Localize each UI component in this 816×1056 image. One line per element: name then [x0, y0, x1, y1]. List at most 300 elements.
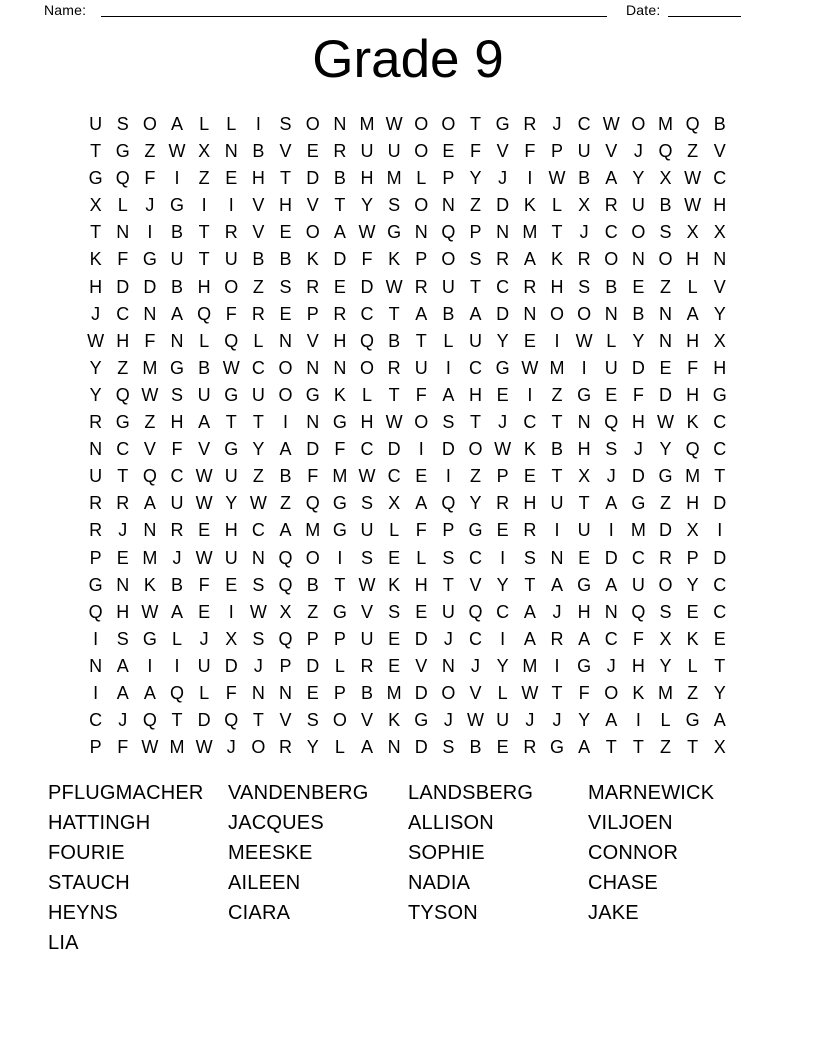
- grid-letter: Q: [142, 710, 157, 731]
- grid-letter: Y: [252, 439, 265, 460]
- grid-letter: H: [360, 412, 374, 433]
- grid-letter: O: [631, 114, 646, 134]
- grid-letter: N: [116, 222, 130, 243]
- grid-letter: P: [415, 249, 428, 270]
- grid-letter: J: [552, 710, 562, 731]
- grid-letter: H: [469, 384, 483, 405]
- grid-letter: J: [633, 141, 643, 162]
- grid-letter: Q: [197, 303, 212, 324]
- grid-letter: M: [332, 466, 348, 487]
- grid-letter: L: [416, 547, 427, 568]
- grid-letter: C: [251, 357, 265, 378]
- word-list-column: [228, 779, 408, 958]
- grid-letter: N: [441, 195, 455, 216]
- grid-letter: S: [252, 574, 265, 595]
- grid-letter: G: [115, 412, 130, 433]
- grid-letter: O: [359, 357, 374, 378]
- grid-letter: B: [659, 195, 672, 216]
- grid-letter: T: [252, 412, 264, 433]
- grid-letter: U: [441, 601, 455, 622]
- grid-letter: H: [116, 601, 130, 622]
- grid-letter: A: [170, 114, 183, 134]
- grid-letter: E: [659, 357, 672, 378]
- grid-letter: W: [358, 466, 376, 487]
- grid-letter: F: [225, 303, 237, 324]
- grid-letter: J: [471, 655, 481, 676]
- grid-letter: W: [195, 466, 213, 487]
- grid-letter: C: [116, 439, 130, 460]
- grid-letter: G: [577, 655, 592, 676]
- grid-letter: S: [360, 493, 373, 514]
- grid-letter: E: [225, 168, 238, 189]
- grid-letter: S: [469, 249, 482, 270]
- grid-letter: T: [117, 466, 129, 487]
- grid-letter: P: [89, 737, 102, 758]
- grid-letter: H: [550, 276, 564, 297]
- grid-letter: W: [141, 384, 159, 405]
- grid-letter: M: [658, 682, 674, 703]
- grid-row: [82, 490, 734, 517]
- grid-letter: J: [443, 710, 453, 731]
- grid-letter: S: [116, 114, 129, 134]
- grid-letter: D: [659, 384, 673, 405]
- grid-letter: U: [170, 249, 184, 270]
- name-label: Name:: [44, 2, 87, 18]
- grid-letter: F: [334, 439, 346, 460]
- grid-letter: W: [657, 412, 675, 433]
- grid-letter: A: [279, 439, 292, 460]
- grid-letter: X: [279, 601, 292, 622]
- grid-letter: Q: [115, 168, 130, 189]
- word-item: NADIA: [408, 871, 471, 894]
- grid-letter: G: [549, 737, 564, 758]
- grid-letter: B: [279, 249, 292, 270]
- grid-letter: W: [521, 682, 539, 703]
- grid-letter: H: [631, 412, 645, 433]
- grid-letter: E: [496, 737, 509, 758]
- grid-letter: T: [551, 466, 563, 487]
- grid-letter: L: [416, 168, 427, 189]
- grid-letter: B: [252, 141, 265, 162]
- grid-letter: I: [554, 330, 560, 351]
- grid-letter: S: [279, 276, 292, 297]
- grid-letter: T: [551, 412, 563, 433]
- grid-letter: I: [93, 682, 99, 703]
- grid-letter: C: [713, 168, 727, 189]
- grid-letter: L: [253, 330, 264, 351]
- grid-letter: X: [686, 222, 699, 243]
- grid-letter: O: [305, 547, 320, 568]
- grid-letter: G: [577, 574, 592, 595]
- grid-letter: E: [198, 520, 211, 541]
- grid-letter: H: [577, 601, 591, 622]
- grid-letter: T: [280, 168, 292, 189]
- grid-letter: H: [686, 384, 700, 405]
- grid-letter: Y: [360, 195, 373, 216]
- grid-letter: I: [554, 655, 560, 676]
- grid-letter: G: [495, 357, 510, 378]
- grid-letter: N: [279, 330, 293, 351]
- grid-letter: I: [174, 655, 180, 676]
- grid-letter: H: [251, 168, 265, 189]
- grid-letter: R: [360, 655, 374, 676]
- grid-letter: R: [279, 737, 293, 758]
- grid-letter: D: [116, 276, 130, 297]
- grid-letter: H: [631, 655, 645, 676]
- grid-letter: X: [713, 222, 726, 243]
- grid-letter: T: [470, 276, 482, 297]
- grid-letter: A: [605, 168, 618, 189]
- grid-letter: O: [577, 303, 592, 324]
- grid-letter: I: [527, 384, 533, 405]
- grid-letter: Y: [89, 357, 102, 378]
- grid-letter: C: [604, 222, 618, 243]
- grid-letter: T: [442, 574, 454, 595]
- grid-letter: E: [713, 628, 726, 649]
- grid-letter: D: [333, 249, 347, 270]
- grid-letter: G: [468, 520, 483, 541]
- grid-letter: N: [333, 114, 347, 134]
- grid-letter: I: [147, 655, 153, 676]
- grid-letter: D: [604, 547, 618, 568]
- grid-letter: V: [252, 195, 265, 216]
- grid-letter: F: [578, 682, 590, 703]
- grid-row: [82, 734, 734, 761]
- grid-letter: P: [333, 628, 346, 649]
- grid-letter: L: [199, 114, 210, 134]
- grid-letter: K: [143, 574, 156, 595]
- grid-row: [82, 192, 734, 219]
- grid-letter: E: [415, 601, 428, 622]
- grid-letter: I: [201, 195, 207, 216]
- grid-letter: W: [684, 195, 702, 216]
- grid-letter: T: [632, 737, 644, 758]
- word-item: LANDSBERG: [408, 782, 534, 804]
- grid-letter: W: [494, 439, 512, 460]
- grid-row: [82, 572, 734, 599]
- grid-letter: B: [713, 114, 726, 134]
- grid-letter: E: [306, 682, 319, 703]
- grid-letter: L: [117, 195, 128, 216]
- grid-letter: I: [337, 547, 343, 568]
- grid-letter: D: [197, 710, 211, 731]
- grid-row: [82, 436, 734, 463]
- grid-letter: Y: [578, 710, 591, 731]
- grid-letter: X: [686, 520, 699, 541]
- grid-letter: U: [224, 249, 238, 270]
- grid-letter: F: [415, 520, 427, 541]
- grid-letter: I: [418, 439, 424, 460]
- grid-letter: T: [687, 737, 699, 758]
- grid-letter: E: [116, 547, 129, 568]
- grid-letter: X: [198, 141, 211, 162]
- grid-letter: N: [116, 574, 130, 595]
- grid-letter: X: [578, 466, 591, 487]
- grid-letter: N: [387, 737, 401, 758]
- grid-letter: U: [441, 276, 455, 297]
- grid-letter: N: [523, 303, 537, 324]
- grid-letter: M: [549, 357, 565, 378]
- grid-letter: N: [143, 520, 157, 541]
- grid-letter: F: [307, 466, 319, 487]
- grid-letter: H: [170, 412, 184, 433]
- grid-letter: P: [442, 520, 455, 541]
- word-item: FOURIE: [48, 841, 125, 864]
- grid-letter: C: [251, 520, 265, 541]
- grid-letter: S: [605, 439, 618, 460]
- grid-row: [82, 328, 734, 355]
- word-item: VILJOEN: [588, 811, 673, 834]
- grid-letter: O: [414, 141, 429, 162]
- grid-letter: M: [386, 682, 402, 703]
- grid-letter: B: [388, 330, 401, 351]
- grid-letter: O: [441, 114, 456, 134]
- grid-letter: R: [251, 303, 265, 324]
- grid-letter: F: [470, 141, 482, 162]
- grid-letter: O: [658, 249, 673, 270]
- grid-letter: R: [523, 737, 537, 758]
- grid-letter: H: [224, 520, 238, 541]
- grid-letter: T: [470, 412, 482, 433]
- grid-letter: I: [445, 466, 451, 487]
- grid-letter: N: [143, 303, 157, 324]
- grid-letter: Q: [685, 439, 700, 460]
- grid-letter: S: [388, 601, 401, 622]
- grid-letter: W: [195, 737, 213, 758]
- grid-letter: U: [89, 466, 103, 487]
- grid-letter: A: [333, 222, 346, 243]
- grid-letter: M: [685, 466, 701, 487]
- grid-letter: M: [169, 737, 185, 758]
- grid-letter: H: [279, 195, 293, 216]
- grid-row: [82, 626, 734, 653]
- grid-letter: H: [577, 439, 591, 460]
- grid-letter: L: [687, 655, 698, 676]
- grid-row: [82, 545, 734, 572]
- grid-letter: F: [225, 682, 237, 703]
- grid-letter: N: [306, 412, 320, 433]
- grid-letter: I: [228, 195, 234, 216]
- grid-letter: I: [500, 547, 506, 568]
- grid-letter: M: [522, 222, 538, 243]
- grid-letter: I: [635, 710, 641, 731]
- grid-letter: I: [255, 114, 261, 134]
- grid-letter: T: [90, 141, 102, 162]
- grid-letter: I: [228, 601, 234, 622]
- grid-letter: J: [118, 710, 128, 731]
- grid-letter: O: [142, 114, 157, 134]
- grid-letter: B: [333, 168, 346, 189]
- grid-letter: E: [198, 601, 211, 622]
- grid-letter: N: [604, 601, 618, 622]
- grid-letter: Y: [496, 330, 509, 351]
- grid-letter: D: [713, 547, 727, 568]
- grid-letter: E: [388, 547, 401, 568]
- grid-letter: O: [604, 249, 619, 270]
- grid-letter: R: [523, 114, 537, 134]
- grid-letter: U: [631, 574, 645, 595]
- grid-letter: R: [496, 493, 510, 514]
- grid-letter: U: [360, 520, 374, 541]
- grid-letter: U: [197, 655, 211, 676]
- grid-letter: W: [249, 601, 267, 622]
- grid-letter: Y: [469, 493, 482, 514]
- grid-letter: Z: [117, 357, 129, 378]
- grid-letter: Q: [278, 628, 293, 649]
- grid-letter: L: [551, 195, 562, 216]
- grid-letter: S: [659, 222, 672, 243]
- grid-letter: W: [358, 574, 376, 595]
- grid-letter: I: [93, 628, 99, 649]
- grid-letter: N: [604, 303, 618, 324]
- grid-letter: E: [605, 384, 618, 405]
- grid-letter: U: [631, 195, 645, 216]
- grid-letter: J: [552, 114, 562, 134]
- grid-letter: R: [577, 249, 591, 270]
- grid-letter: U: [224, 466, 238, 487]
- grid-letter: O: [305, 114, 320, 134]
- grid-letter: N: [306, 357, 320, 378]
- grid-letter: N: [496, 222, 510, 243]
- grid-letter: W: [385, 276, 403, 297]
- grid-letter: I: [283, 412, 289, 433]
- grid-row: [82, 599, 734, 626]
- grid-letter: D: [659, 520, 673, 541]
- grid-letter: J: [633, 439, 643, 460]
- grid-letter: I: [147, 222, 153, 243]
- grid-letter: T: [334, 574, 346, 595]
- grid-letter: B: [578, 168, 591, 189]
- grid-letter: C: [360, 303, 374, 324]
- grid-letter: T: [551, 682, 563, 703]
- grid-letter: M: [359, 114, 375, 134]
- grid-letter: T: [198, 249, 210, 270]
- grid-letter: X: [388, 493, 401, 514]
- grid-letter: B: [306, 574, 319, 595]
- grid-letter: C: [496, 601, 510, 622]
- grid-letter: K: [306, 249, 319, 270]
- grid-letter: R: [333, 141, 347, 162]
- grid-letter: O: [278, 357, 293, 378]
- grid-letter: T: [415, 330, 427, 351]
- grid-letter: Z: [144, 412, 156, 433]
- word-item: LIA: [48, 931, 79, 954]
- grid-letter: C: [469, 547, 483, 568]
- grid-letter: M: [142, 357, 158, 378]
- grid-letter: L: [334, 737, 345, 758]
- grid-letter: E: [686, 601, 699, 622]
- grid-letter: Z: [280, 493, 292, 514]
- grid-letter: V: [605, 141, 618, 162]
- grid-letter: A: [360, 737, 373, 758]
- grid-letter: G: [685, 710, 700, 731]
- grid-letter: W: [385, 114, 403, 134]
- grid-row: [82, 301, 734, 328]
- grid-letter: E: [523, 466, 536, 487]
- grid-letter: H: [686, 330, 700, 351]
- grid-letter: R: [333, 303, 347, 324]
- grid-letter: D: [143, 276, 157, 297]
- grid-letter: V: [306, 330, 319, 351]
- grid-letter: V: [713, 276, 726, 297]
- grid-letter: N: [279, 682, 293, 703]
- grid-letter: D: [496, 195, 510, 216]
- grid-letter: T: [388, 303, 400, 324]
- grid-letter: V: [252, 222, 265, 243]
- grid-letter: Y: [496, 655, 509, 676]
- grid-letter: A: [713, 710, 726, 731]
- grid-letter: H: [360, 168, 374, 189]
- grid-letter: L: [606, 330, 617, 351]
- word-item: ALLISON: [408, 811, 494, 834]
- word-item: CHASE: [588, 871, 658, 894]
- grid-letter: Q: [224, 330, 239, 351]
- word-item: STAUCH: [48, 871, 130, 894]
- grid-letter: W: [222, 357, 240, 378]
- grid-letter: X: [89, 195, 102, 216]
- grid-letter: F: [361, 249, 373, 270]
- grid-letter: T: [524, 574, 536, 595]
- grid-letter: G: [224, 439, 239, 460]
- grid-letter: P: [469, 222, 482, 243]
- grid-letter: K: [686, 412, 699, 433]
- grid-letter: W: [358, 222, 376, 243]
- grid-row: [82, 463, 734, 490]
- grid-letter: I: [581, 357, 587, 378]
- grid-letter: O: [414, 195, 429, 216]
- word-item: PFLUGMACHER: [48, 782, 204, 804]
- grid-letter: G: [142, 628, 157, 649]
- word-item: SOPHIE: [408, 841, 485, 864]
- grid-letter: C: [496, 276, 510, 297]
- grid-letter: O: [251, 737, 266, 758]
- grid-letter: U: [89, 114, 103, 134]
- grid-letter: Z: [660, 737, 672, 758]
- grid-letter: P: [496, 466, 509, 487]
- grid-letter: G: [332, 520, 347, 541]
- grid-letter: C: [713, 601, 727, 622]
- grid-letter: V: [360, 710, 373, 731]
- grid-letter: E: [388, 655, 401, 676]
- grid-letter: O: [441, 249, 456, 270]
- grid-letter: A: [686, 303, 699, 324]
- grid-letter: V: [469, 574, 482, 595]
- grid-letter: Z: [307, 601, 319, 622]
- grid-letter: R: [414, 276, 428, 297]
- grid-letter: V: [143, 439, 156, 460]
- grid-letter: T: [714, 466, 726, 487]
- grid-letter: B: [170, 574, 183, 595]
- grid-letter: J: [606, 466, 616, 487]
- grid-letter: I: [717, 520, 723, 541]
- grid-letter: Z: [198, 168, 210, 189]
- grid-letter: K: [523, 439, 536, 460]
- grid-letter: R: [89, 493, 103, 514]
- grid-letter: S: [523, 547, 536, 568]
- grid-letter: C: [577, 114, 591, 134]
- grid-letter: P: [306, 303, 319, 324]
- grid-letter: K: [333, 384, 346, 405]
- grid-letter: E: [578, 547, 591, 568]
- grid-letter: S: [659, 601, 672, 622]
- grid-letter: E: [279, 303, 292, 324]
- grid-letter: N: [251, 682, 265, 703]
- grid-letter: Z: [551, 384, 563, 405]
- grid-letter: T: [334, 195, 346, 216]
- grid-letter: P: [442, 168, 455, 189]
- grid-letter: T: [714, 655, 726, 676]
- grid-letter: M: [630, 520, 646, 541]
